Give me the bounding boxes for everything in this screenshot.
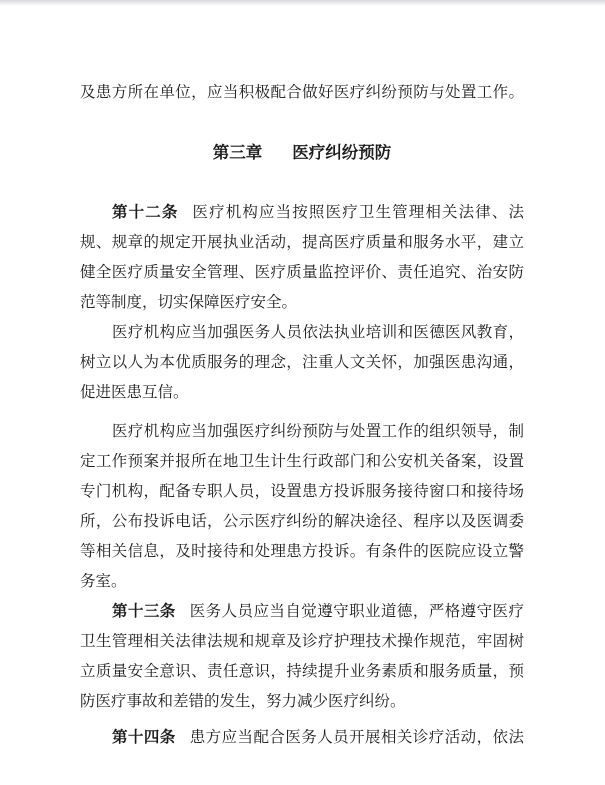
page-top-edge (0, 0, 605, 5)
text-line: 规、规章的规定开展执业活动，提高医疗质量和服务水平，建立 (80, 234, 524, 251)
article-14-opening-line (80, 723, 524, 753)
text-line: 防医疗事故和差错的发生，努力减少医疗纠纷。 (80, 693, 406, 710)
text-line: 树立以人为本优质服务的理念，注重人文关怀，加强医患沟通， (80, 354, 524, 371)
article-12-label: 第十二条 (112, 204, 179, 221)
text-line: 促进医患互信。 (80, 384, 189, 401)
article-13-opening-line (80, 597, 524, 627)
text-line: 医务人员应当自觉遵守职业道德，严格遵守医疗 (189, 603, 524, 620)
article-14-label: 第十四条 (112, 729, 176, 746)
text-line: 医疗机构应当加强医疗纠纷预防与处置工作的组织领导，制 (112, 423, 524, 440)
article-12-opening-line (80, 198, 524, 228)
article-13-label: 第十三条 (112, 603, 176, 620)
text-line: 专门机构，配备专职人员，设置患方投诉服务接待窗口和接待场 (80, 483, 524, 500)
chapter-number: 第三章 (212, 143, 263, 162)
text-line: 范等制度，切实保障医疗安全。 (80, 294, 298, 311)
text-line: 务室。 (80, 573, 127, 590)
text-line: 等相关信息，及时接待和处理患方投诉。有条件的医院应设立警 (80, 543, 524, 560)
text-line: 定工作预案并报所在地卫生计生行政部门和公安机关备案，设置 (80, 453, 524, 470)
chapter-title: 医疗纠纷预防 (292, 143, 392, 162)
continuation-line: 及患方所在单位，应当积极配合做好医疗纠纷预防与处置工作。 (80, 84, 524, 101)
chapter-heading (80, 138, 524, 168)
text-line: 立质量安全意识、责任意识，持续提升业务素质和服务质量，预 (80, 663, 524, 680)
text-line: 卫生管理相关法律法规和规章及诊疗护理技术操作规范，牢固树 (80, 633, 524, 650)
text-line: 医疗机构应当按照医疗卫生管理相关法律、法 (192, 204, 524, 221)
text-line: 健全医疗质量安全管理、医疗质量监控评价、责任追究、治安防 (80, 264, 524, 281)
text-line: 医疗机构应当加强医务人员依法执业培训和医德医风教育， (112, 324, 524, 341)
document-text-block (80, 78, 524, 753)
text-line: 患方应当配合医务人员开展相关诊疗活动，依法 (189, 729, 524, 746)
text-line: 所，公布投诉电话，公示医疗纠纷的解决途径、程序以及医调委 (80, 513, 524, 530)
